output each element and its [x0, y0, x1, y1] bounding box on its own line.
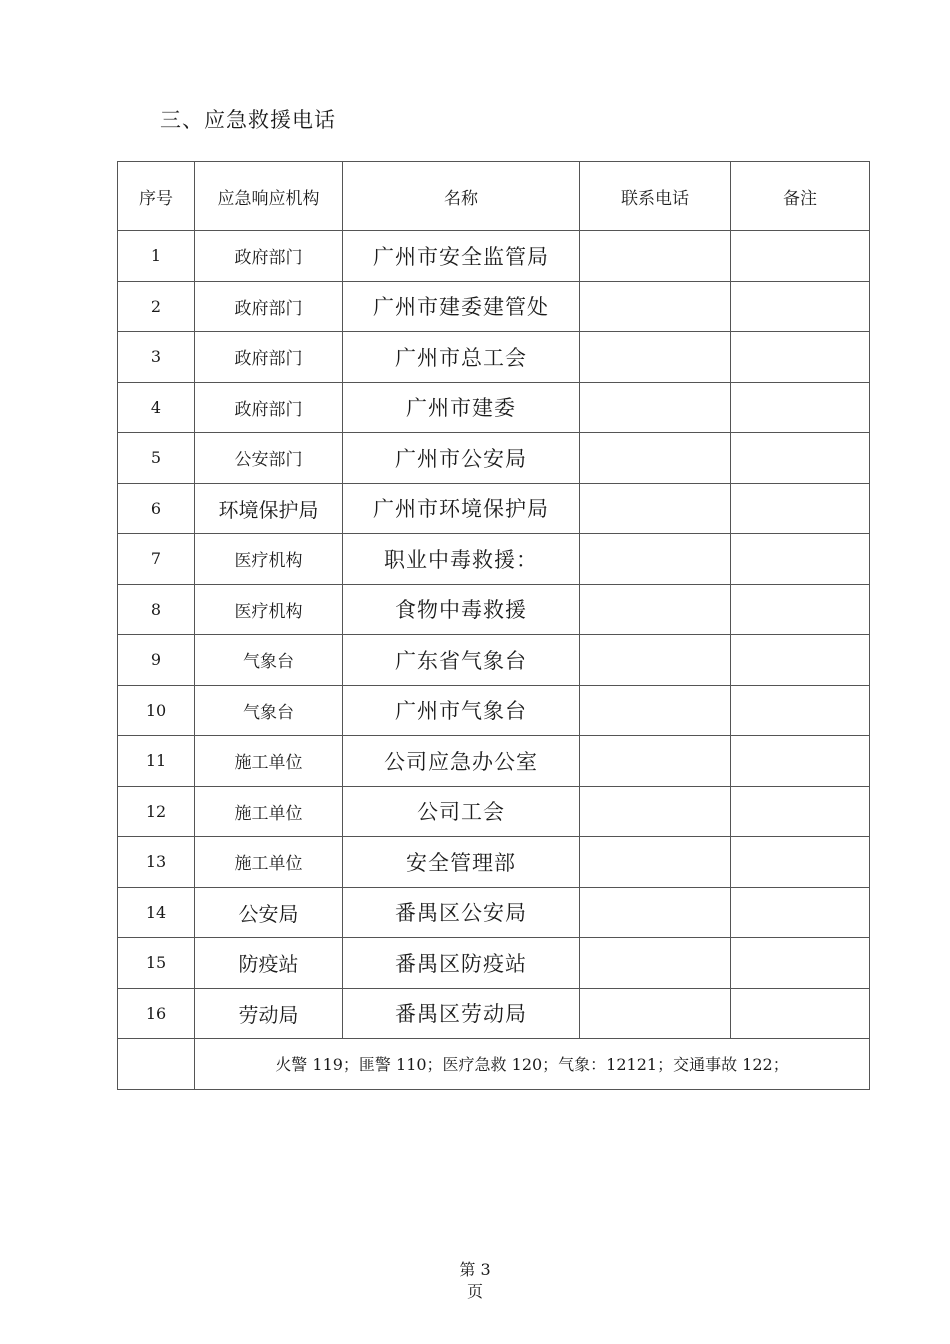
cell-note: [731, 685, 870, 736]
table-footer-row: [118, 1039, 870, 1090]
table-body: [118, 231, 870, 1090]
cell-serial: 7: [118, 534, 195, 585]
cell-serial: 13: [118, 837, 195, 888]
cell-agency: 劳动局: [195, 988, 343, 1039]
cell-phone: [580, 938, 731, 989]
cell-note: [731, 584, 870, 635]
cell-note: [731, 988, 870, 1039]
cell-agency: 政府部门: [195, 332, 343, 383]
header-name: 名称: [343, 162, 580, 231]
table-row: [118, 786, 870, 837]
cell-name: 广州市气象台: [343, 685, 580, 736]
cell-agency: 防疫站: [195, 938, 343, 989]
cell-serial: 3: [118, 332, 195, 383]
cell-serial: 15: [118, 938, 195, 989]
header-phone: 联系电话: [580, 162, 731, 231]
table-row: [118, 988, 870, 1039]
cell-agency: 气象台: [195, 685, 343, 736]
section-title: 三、应急救援电话: [160, 108, 336, 132]
cell-phone: [580, 786, 731, 837]
page-number-line2: 页: [466, 1282, 483, 1301]
cell-agency: 医疗机构: [195, 584, 343, 635]
cell-phone: [580, 281, 731, 332]
cell-phone: [580, 332, 731, 383]
cell-serial: 6: [118, 483, 195, 534]
cell-phone: [580, 988, 731, 1039]
cell-agency: 气象台: [195, 635, 343, 686]
table-row: [118, 483, 870, 534]
table-row: [118, 433, 870, 484]
cell-name: 职业中毒救援：: [343, 534, 580, 585]
footer-empty-cell: [118, 1039, 195, 1090]
table-row: [118, 736, 870, 787]
cell-agency: 政府部门: [195, 281, 343, 332]
cell-name: 广州市建委: [343, 382, 580, 433]
page-number: [0, 1259, 950, 1303]
cell-name: 广州市环境保护局: [343, 483, 580, 534]
cell-note: [731, 231, 870, 282]
cell-name: 安全管理部: [343, 837, 580, 888]
cell-serial: 11: [118, 736, 195, 787]
cell-note: [731, 281, 870, 332]
header-serial: 序号: [118, 162, 195, 231]
cell-note: [731, 635, 870, 686]
cell-name: 广州市总工会: [343, 332, 580, 383]
cell-note: [731, 887, 870, 938]
cell-serial: 8: [118, 584, 195, 635]
table-row: [118, 685, 870, 736]
cell-serial: 12: [118, 786, 195, 837]
cell-phone: [580, 483, 731, 534]
cell-serial: 2: [118, 281, 195, 332]
cell-agency: 政府部门: [195, 382, 343, 433]
cell-serial: 10: [118, 685, 195, 736]
cell-phone: [580, 685, 731, 736]
cell-phone: [580, 635, 731, 686]
cell-serial: 16: [118, 988, 195, 1039]
cell-name: 广州市建委建管处: [343, 281, 580, 332]
cell-agency: 医疗机构: [195, 534, 343, 585]
cell-serial: 4: [118, 382, 195, 433]
cell-agency: 施工单位: [195, 786, 343, 837]
cell-agency: 施工单位: [195, 736, 343, 787]
cell-phone: [580, 433, 731, 484]
cell-serial: 5: [118, 433, 195, 484]
cell-agency: 政府部门: [195, 231, 343, 282]
header-note: 备注: [731, 162, 870, 231]
table-row: [118, 938, 870, 989]
cell-phone: [580, 887, 731, 938]
cell-name: 番禺区防疫站: [343, 938, 580, 989]
cell-note: [731, 534, 870, 585]
table-row: [118, 635, 870, 686]
table-row: [118, 332, 870, 383]
table-row: [118, 382, 870, 433]
cell-phone: [580, 231, 731, 282]
cell-note: [731, 837, 870, 888]
cell-name: 广州市安全监管局: [343, 231, 580, 282]
table-row: [118, 887, 870, 938]
cell-agency: 公安部门: [195, 433, 343, 484]
table-row: [118, 231, 870, 282]
cell-serial: 14: [118, 887, 195, 938]
cell-agency: 环境保护局: [195, 483, 343, 534]
cell-note: [731, 433, 870, 484]
cell-name: 食物中毒救援: [343, 584, 580, 635]
cell-phone: [580, 837, 731, 888]
table-header-row: [118, 162, 870, 231]
cell-name: 公司工会: [343, 786, 580, 837]
table-row: [118, 837, 870, 888]
cell-agency: 施工单位: [195, 837, 343, 888]
cell-phone: [580, 382, 731, 433]
cell-serial: 9: [118, 635, 195, 686]
cell-name: 公司应急办公室: [343, 736, 580, 787]
page-number-line1: 第 3: [459, 1260, 491, 1279]
cell-name: 广州市公安局: [343, 433, 580, 484]
cell-name: 番禺区劳动局: [343, 988, 580, 1039]
cell-note: [731, 483, 870, 534]
cell-note: [731, 938, 870, 989]
table-row: [118, 534, 870, 585]
cell-note: [731, 786, 870, 837]
cell-name: 广东省气象台: [343, 635, 580, 686]
cell-serial: 1: [118, 231, 195, 282]
emergency-contacts-table: [117, 161, 870, 1090]
table-row: [118, 281, 870, 332]
cell-note: [731, 382, 870, 433]
cell-agency: 公安局: [195, 887, 343, 938]
cell-note: [731, 736, 870, 787]
table-row: [118, 584, 870, 635]
cell-phone: [580, 534, 731, 585]
cell-phone: [580, 584, 731, 635]
cell-note: [731, 332, 870, 383]
emergency-numbers-note: 火警 119；匪警 110；医疗急救 120；气象：12121；交通事故 122；: [195, 1039, 870, 1090]
header-agency: 应急响应机构: [195, 162, 343, 231]
cell-name: 番禺区公安局: [343, 887, 580, 938]
cell-phone: [580, 736, 731, 787]
